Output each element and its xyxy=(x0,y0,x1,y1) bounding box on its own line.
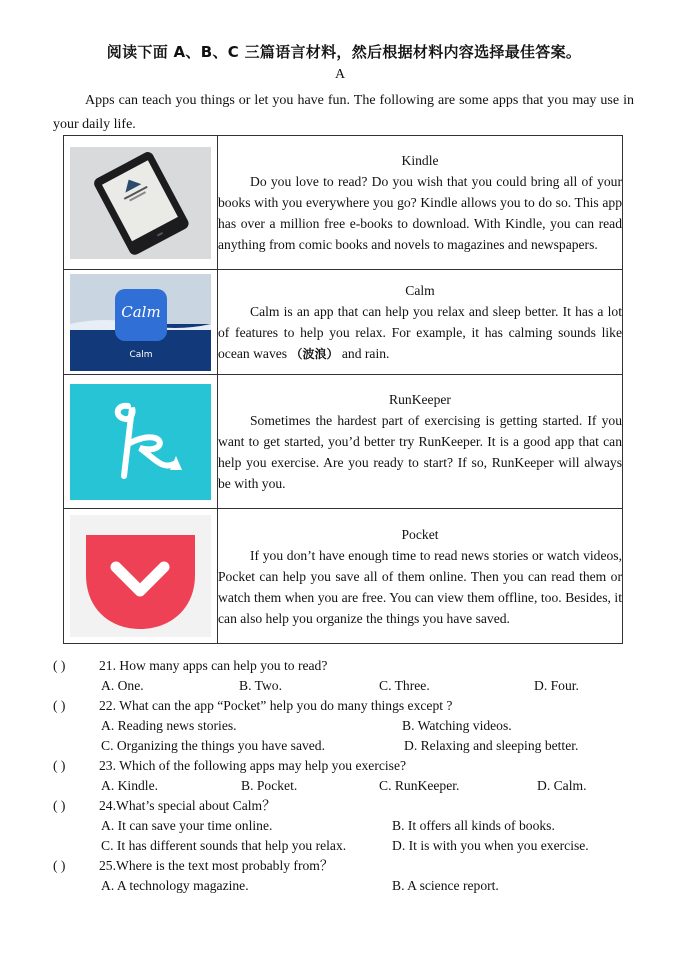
option-b[interactable]: B. A science report. xyxy=(392,878,499,893)
option-c[interactable]: C. Three. xyxy=(379,678,430,693)
intro-paragraph: Apps can teach you things or let you have fun. The following are some apps that you may use in your daily life. xyxy=(53,93,634,132)
calm-desc-part: and rain. xyxy=(338,345,390,361)
question-24 xyxy=(53,796,276,816)
kindle-text-cell xyxy=(218,136,623,270)
app-name-calm: Calm xyxy=(405,282,435,298)
option-a[interactable]: A. Reading news stories. xyxy=(101,718,237,733)
question-25 xyxy=(53,856,333,876)
table-row xyxy=(64,509,623,644)
calm-image-cell xyxy=(64,270,218,375)
app-name-kindle: Kindle xyxy=(401,153,439,168)
question-stem: 22. What can the app “Pocket” help you do many things except ? xyxy=(99,698,453,713)
kindle-device-icon xyxy=(70,147,211,259)
option-a[interactable]: A. One. xyxy=(101,678,144,693)
option-b[interactable]: B. It offers all kinds of books. xyxy=(392,818,555,833)
pocket-logo-icon xyxy=(70,515,211,637)
answer-blank[interactable]: ( ) xyxy=(53,798,66,813)
option-a[interactable]: A. A technology magazine. xyxy=(101,878,249,893)
option-d[interactable]: D. Calm. xyxy=(537,778,587,793)
section-label: A xyxy=(334,67,346,82)
question-stem: 24.What’s special about Calm？ xyxy=(99,798,276,813)
table-row xyxy=(64,270,623,375)
question-23 xyxy=(53,756,406,776)
option-b[interactable]: B. Two. xyxy=(239,678,282,693)
option-b[interactable]: B. Watching videos. xyxy=(402,718,512,733)
option-d[interactable]: D. It is with you when you exercise. xyxy=(392,838,589,853)
app-desc-pocket: If you don’t have enough time to read news stories or watch videos, Pocket can help you save all of them online. Then you can read them or watch them when you are free. You can view them offline, too. Besides, it can also help you organize the things you have saved. xyxy=(218,547,622,626)
calm-desc-part: Calm is an app that can help you relax and sleep better. It has a lot of features to help you relax. For example, it has calming sounds like ocean waves xyxy=(218,303,622,361)
app-desc-calm xyxy=(218,301,622,365)
runkeeper-image-cell xyxy=(64,375,218,509)
runkeeper-logo-icon xyxy=(70,384,211,500)
question-21 xyxy=(53,656,327,676)
question-stem: 25.Where is the text most probably from？ xyxy=(99,858,334,873)
calm-desc-chinese: （波浪） xyxy=(290,346,339,361)
table-row xyxy=(64,136,623,270)
apps-table xyxy=(63,135,623,644)
kindle-image-cell xyxy=(64,136,218,270)
app-desc-runkeeper: Sometimes the hardest part of exercising is getting started. If you want to get started, you’d better try RunKeeper. It is a good app that can help you exercise. Are you ready to start? If so, RunKeeper will always be with you. xyxy=(218,413,622,491)
question-22 xyxy=(53,696,452,716)
table-row xyxy=(64,375,623,509)
app-name-runkeeper: RunKeeper xyxy=(389,392,451,407)
answer-blank[interactable]: ( ) xyxy=(53,698,66,713)
option-d[interactable]: D. Four. xyxy=(534,678,579,693)
option-c[interactable]: C. It has different sounds that help you relax. xyxy=(101,838,347,853)
option-d[interactable]: D. Relaxing and sleeping better. xyxy=(404,738,579,753)
pocket-image-cell xyxy=(64,509,218,644)
calm-icon-label: Calm xyxy=(129,349,153,360)
option-a[interactable]: A. It can save your time online. xyxy=(101,818,273,833)
pocket-text-cell xyxy=(218,509,623,644)
runkeeper-text-cell xyxy=(218,375,623,509)
option-b[interactable]: B. Pocket. xyxy=(241,778,298,793)
answer-blank[interactable]: ( ) xyxy=(53,758,66,773)
question-stem: 21. How many apps can help you to read? xyxy=(99,658,328,673)
option-c[interactable]: C. Organizing the things you have saved. xyxy=(101,738,326,753)
answer-blank[interactable]: ( ) xyxy=(53,658,66,673)
instruction: 阅读下面 A、B、C 三篇语言材料，然后根据材料内容选择最佳答案。 xyxy=(106,43,582,61)
app-name-pocket: Pocket xyxy=(401,526,439,542)
option-c[interactable]: C. RunKeeper. xyxy=(379,778,460,793)
answer-blank[interactable]: ( ) xyxy=(53,858,66,873)
question-stem: 23. Which of the following apps may help you exercise? xyxy=(99,758,407,773)
option-a[interactable]: A. Kindle. xyxy=(101,778,159,793)
app-desc-kindle: Do you love to read? Do you wish that you could bring all of your books with you everywhere you go? Kindle allows you to do so. This app has over a million free e-books to download. With Kindle, you can read anything from comic books and novels to magazines and newspapers. xyxy=(218,174,622,252)
calm-logo-text: Calm xyxy=(121,302,161,321)
calm-text-cell xyxy=(218,270,623,375)
